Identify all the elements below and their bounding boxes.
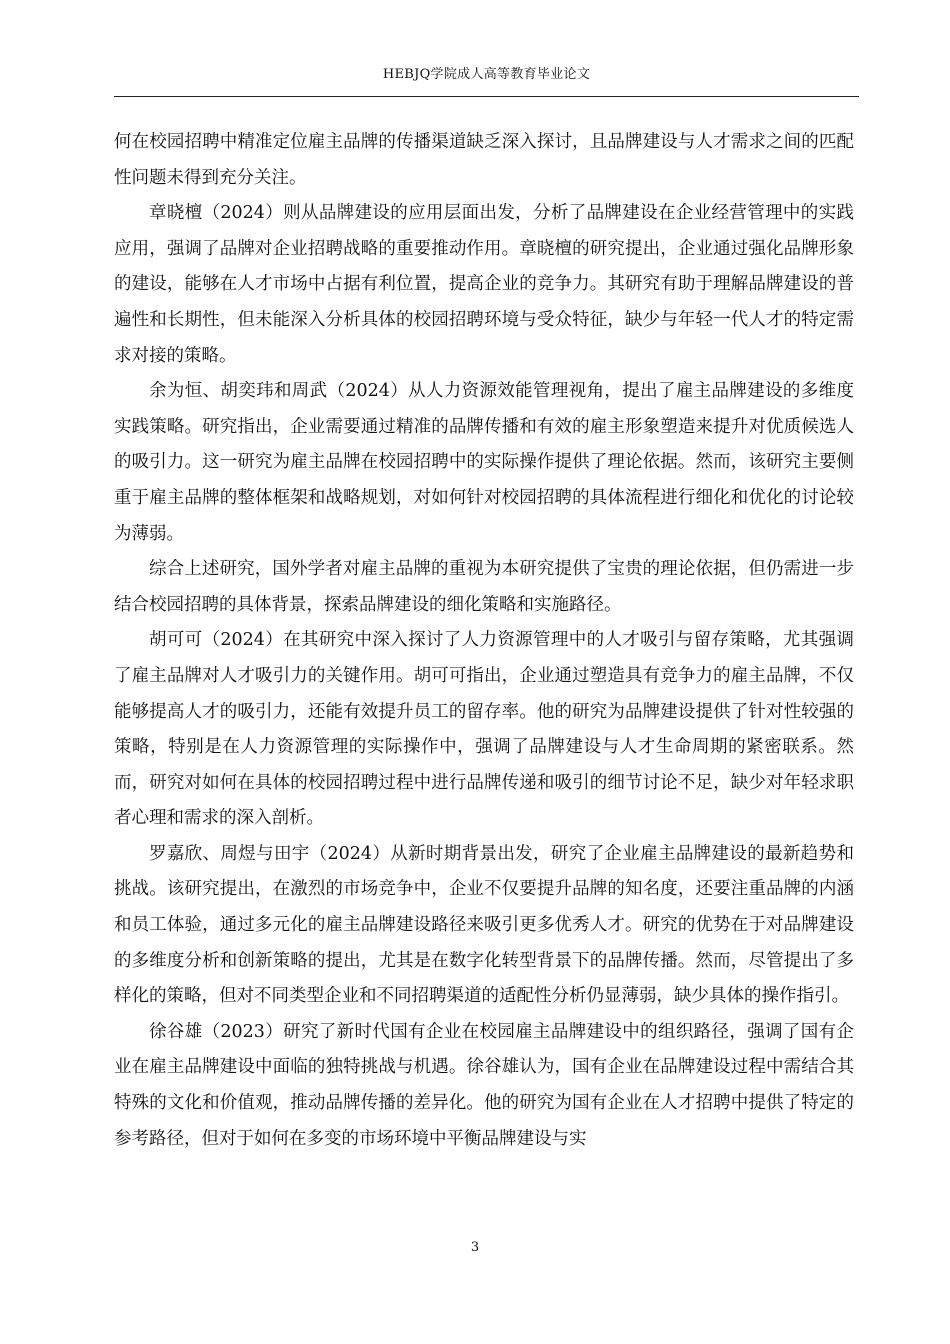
paragraph-luo-jiaxin: 罗嘉欣、周煜与田宇（2024）从新时期背景出发，研究了企业雇主品牌建设的最新趋势和挑战。该研究提出，在激烈的市场竞争中，企业不仅要提升品牌的知名度，还要注重品牌的内涵和员工体验，通过多元化的雇主品牌建设路径来吸引更多优秀人才。研究的优势在于对品牌建设的多维度分析和创新策略的提出，尤其是在数字化转型背景下的品牌传播。然而，尽管提出了多样化的策略，但对不同类型企业和不同招聘渠道的适配性分析仍显薄弱，缺少具体的操作指引。	[114, 843, 854, 1007]
paragraph-continuation: 何在校园招聘中精准定位雇主品牌的传播渠道缺乏深入探讨，且品牌建设与人才需求之间的匹配性问题未得到充分关注。	[114, 132, 854, 188]
page-number: 3	[470, 1240, 480, 1255]
running-header: HEBJQ学院成人高等教育毕业论文	[382, 67, 591, 82]
paragraph-hu-keke: 胡可可（2024）在其研究中深入探讨了人力资源管理中的人才吸引与留存策略，尤其强调了雇主品牌对人才吸引力的关键作用。胡可可指出，企业通过塑造具有竞争力的雇主品牌，不仅能够提高人才的吸引力，还能有效提升员工的留存率。他的研究为品牌建设提供了针对性较强的策略，特别是在人力资源管理的实际操作中，强调了品牌建设与人才生命周期的紧密联系。然而，研究对如何在具体的校园招聘过程中进行品牌传递和吸引的细节讨论不足，缺少对年轻求职者心理和需求的深入剖析。	[114, 630, 854, 829]
paragraph-yu-weiheng: 余为恒、胡奕玮和周武（2024）从人力资源效能管理视角，提出了雇主品牌建设的多维度实践策略。研究指出，企业需要通过精准的品牌传播和有效的雇主形象塑造来提升对优质候选人的吸引力。这一研究为雇主品牌在校园招聘中的实际操作提供了理论依据。然而，该研究主要侧重于雇主品牌的整体框架和战略规划，对如何针对校园招聘的具体流程进行细化和优化的讨论较为薄弱。	[114, 381, 854, 544]
paragraph-zhang-xiaotan: 章晓檀（2024）则从品牌建设的应用层面出发，分析了品牌建设在企业经营管理中的实践应用，强调了品牌对企业招聘战略的重要推动作用。章晓檀的研究提出，企业通过强化品牌形象的建设，能够在人才市场中占据有利位置，提高企业的竞争力。其研究有助于理解品牌建设的普遍性和长期性，但未能深入分析具体的校园招聘环境与受众特征，缺少与年轻一代人才的特定需求对接的策略。	[114, 203, 854, 366]
paragraph-summary: 综合上述研究，国外学者对雇主品牌的重视为本研究提供了宝贵的理论依据，但仍需进一步结合校园招聘的具体背景，探索品牌建设的细化策略和实施路径。	[114, 559, 854, 615]
body-text	[114, 125, 854, 1157]
header-divider	[114, 96, 859, 97]
paragraph-xu-guxiong: 徐谷雄（2023）研究了新时代国有企业在校园雇主品牌建设中的组织路径，强调了国有企业在雇主品牌建设中面临的独特挑战与机遇。徐谷雄认为，国有企业在品牌建设过程中需结合其特殊的文化和价值观，推动品牌传播的差异化。他的研究为国有企业在人才招聘中提供了特定的参考路径，但对于如何在多变的市场环境中平衡品牌建设与实	[114, 1021, 854, 1149]
